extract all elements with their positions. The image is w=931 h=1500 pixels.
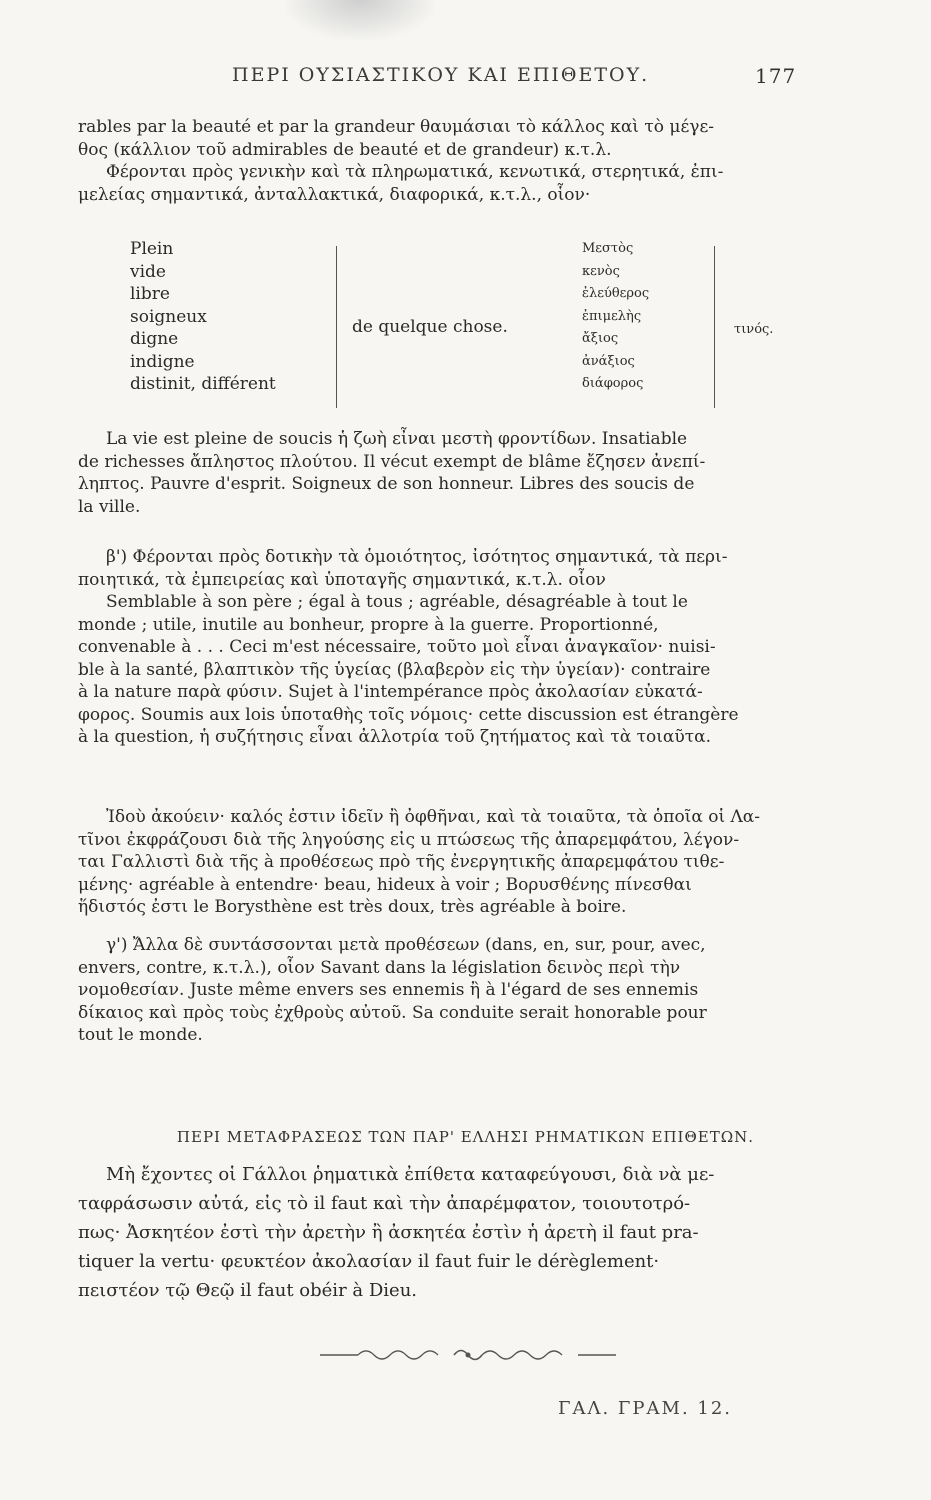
table-item: digne bbox=[130, 329, 179, 349]
text-line: convenable à . . . Ceci m'est nécessaire, τοῦτο μοὶ εἶναι ἀναγκαῖον· nuisi- bbox=[78, 637, 716, 657]
text-line: Φέρονται πρὸς γενικὴν καὶ τὰ πληρωματικά, κενωτικά, στερητικά, ἐπι- bbox=[106, 162, 724, 182]
table-item: Plein bbox=[130, 239, 174, 259]
paragraph-verbal-adjectives bbox=[78, 1160, 818, 1305]
text-line: β') Φέρονται πρὸς δοτικὴν τὰ ὁμοιότητος, ἰσότητος σημαντικά, τὰ περι- bbox=[106, 547, 728, 567]
page-number: 177 bbox=[755, 64, 797, 88]
text-line: τῖνοι ἐκφράζουσι διὰ τῆς ληγούσης εἰς u πτώσεως τῆς ἀπαρεμφάτου, λέγον- bbox=[78, 829, 740, 850]
text-line: πως· Ἀσκητέον ἐστὶ τὴν ἀρετὴν ἢ ἀσκητέα ἐστὶν ἡ ἀρετὴ il faut pra- bbox=[78, 1222, 699, 1243]
text-line: La vie est pleine de soucis ἡ ζωὴ εἶναι μεστὴ φροντίδων. Insatiable bbox=[106, 429, 688, 449]
table-greek-complement: τινός. bbox=[734, 322, 774, 337]
table-item: distinit, différent bbox=[130, 374, 276, 394]
text-line: ἥδιστός ἐστι le Borysthène est très doux, très agréable à boire. bbox=[78, 897, 627, 917]
text-line: à la nature παρὰ φύσιν. Sujet à l'intempérance πρὸς ἀκολασίαν εὐκατά- bbox=[78, 682, 703, 702]
french-adjectives bbox=[130, 238, 276, 396]
paragraph-infinitive bbox=[78, 806, 818, 919]
running-head: ΠΕΡΙ ΟΥΣΙΑΣΤΙΚΟΥ ΚΑΙ ΕΠΙΘΕΤΟΥ. bbox=[232, 64, 650, 86]
paragraph-prepositions bbox=[78, 934, 818, 1047]
paragraph-intro bbox=[78, 116, 818, 206]
text-line: tiquer la vertu· φευκτέον ἀκολασίαν il faut fuir le dérèglement· bbox=[78, 1251, 660, 1272]
table-item: ἀνάξιος bbox=[582, 353, 635, 369]
table-item: ἄξιος bbox=[582, 331, 619, 346]
text-line: tout le monde. bbox=[78, 1025, 203, 1045]
table-item: ἐλεύθερος bbox=[582, 286, 650, 301]
text-line: γ') Ἄλλα δὲ συντάσσονται μετὰ προθέσεων (dans, en, sur, pour, avec, bbox=[106, 935, 706, 955]
text-line: μένης· agréable à entendre· beau, hideux à voir ; Βορυσθένης πίνεσθαι bbox=[78, 874, 692, 895]
text-line: δίκαιος καὶ πρὸς τοὺς ἐχθροὺς αὐτοῦ. Sa conduite serait honorable pour bbox=[78, 1002, 707, 1023]
text-line: à la question, ἡ συζήτησις εἶναι ἀλλοτρία τοῦ ζητήματος καὶ τὰ τοιαῦτα. bbox=[78, 727, 712, 747]
text-line: θος (κάλλιον τοῦ admirables de beauté et de grandeur) κ.τ.λ. bbox=[78, 139, 612, 160]
table-item: διάφορος bbox=[582, 376, 644, 391]
ornament-divider-icon bbox=[318, 1343, 618, 1367]
text-line: πειστέον τῷ Θεῷ il faut obéir à Dieu. bbox=[78, 1280, 418, 1301]
text-line: ble à la santé, βλαπτικὸν τῆς ὑγείας (βλαβερὸν εἰς τὴν ὑγείαν)· contraire bbox=[78, 659, 711, 680]
text-line: Μὴ ἔχοντες οἱ Γάλλοι ῥηματικὰ ἐπίθετα καταφεύγουσι, διὰ νὰ με- bbox=[106, 1164, 715, 1185]
text-line: Semblable à son père ; égal à tous ; agréable, désagréable à tout le bbox=[106, 592, 688, 612]
text-line: la ville. bbox=[78, 496, 141, 517]
text-line: envers, contre, κ.τ.λ.), οἷον Savant dans la législation δεινὸς περὶ τὴν bbox=[78, 957, 681, 978]
text-line: de richesses ἄπληστος πλούτου. Il vécut exempt de blâme ἔζησεν ἀνεπί- bbox=[78, 451, 706, 472]
table-item: κενὸς bbox=[582, 263, 620, 279]
adjective-table bbox=[130, 238, 810, 418]
table-complement: de quelque chose. bbox=[352, 317, 508, 337]
greek-adjectives bbox=[582, 238, 649, 396]
text-line: rables par la beauté et par la grandeur θαυμάσιαι τὸ κάλλος καὶ τὸ μέγε- bbox=[78, 117, 714, 137]
text-line: Ἰδοὺ ἀκούειν· καλός ἐστιν ἰδεῖν ἢ ὀφθῆναι, καὶ τὰ τοιαῦτα, τὰ ὁποῖα οἱ Λα- bbox=[106, 807, 761, 827]
text-line: ληπτος. Pauvre d'esprit. Soigneux de son honneur. Libres des soucis de bbox=[78, 474, 695, 494]
text-line: monde ; utile, inutile au bonheur, propre à la guerre. Proportionné, bbox=[78, 614, 659, 635]
table-item: ἐπιμελὴς bbox=[582, 308, 642, 324]
text-line: ποιητικά, τὰ ἐμπειρείας καὶ ὑποταγῆς σημαντικά, κ.τ.λ. οἷον bbox=[78, 569, 606, 590]
table-item: soigneux bbox=[130, 306, 207, 327]
page-header bbox=[0, 64, 931, 94]
section-title: ΠΕΡΙ ΜΕΤΑΦΡΑΣΕΩΣ ΤΩΝ ΠΑΡ' ΕΛΛΗΣΙ ΡΗΜΑΤΙΚΩΝ ΕΠΙΘΕΤΩΝ. bbox=[176, 1128, 755, 1146]
page-smudge bbox=[285, 0, 435, 40]
text-line: νομοθεσίαν. Juste même envers ses ennemis ἢ à l'égard de ses ennemis bbox=[78, 980, 699, 1000]
signature-mark: ΓΑΛ. ΓΡΑΜ. 12. bbox=[558, 1398, 733, 1419]
text-line: ταφράσωσιν αὐτά, εἰς τὸ il faut καὶ τὴν ἀπαρέμφατον, τοιουτοτρό- bbox=[78, 1193, 691, 1214]
left-brace bbox=[328, 246, 337, 408]
table-item: libre bbox=[130, 284, 170, 304]
text-line: ται Γαλλιστὶ διὰ τῆς à προθέσεως πρὸ τῆς ἐνεργητικῆς ἀπαρεμφάτου τιθε- bbox=[78, 852, 725, 872]
paragraph-examples-genitive bbox=[78, 428, 818, 518]
table-item: vide bbox=[130, 261, 166, 282]
text-line: φορος. Soumis aux lois ὑποταθὴς τοῖς νόμοις· cette discussion est étrangère bbox=[78, 704, 739, 725]
right-brace bbox=[714, 246, 723, 408]
paragraph-dative bbox=[78, 546, 818, 749]
table-item: indigne bbox=[130, 351, 195, 372]
table-item: Μεστὸς bbox=[582, 241, 634, 256]
text-line: μελείας σημαντικά, ἀνταλλακτικά, διαφορικά, κ.τ.λ., οἷον· bbox=[78, 184, 591, 205]
